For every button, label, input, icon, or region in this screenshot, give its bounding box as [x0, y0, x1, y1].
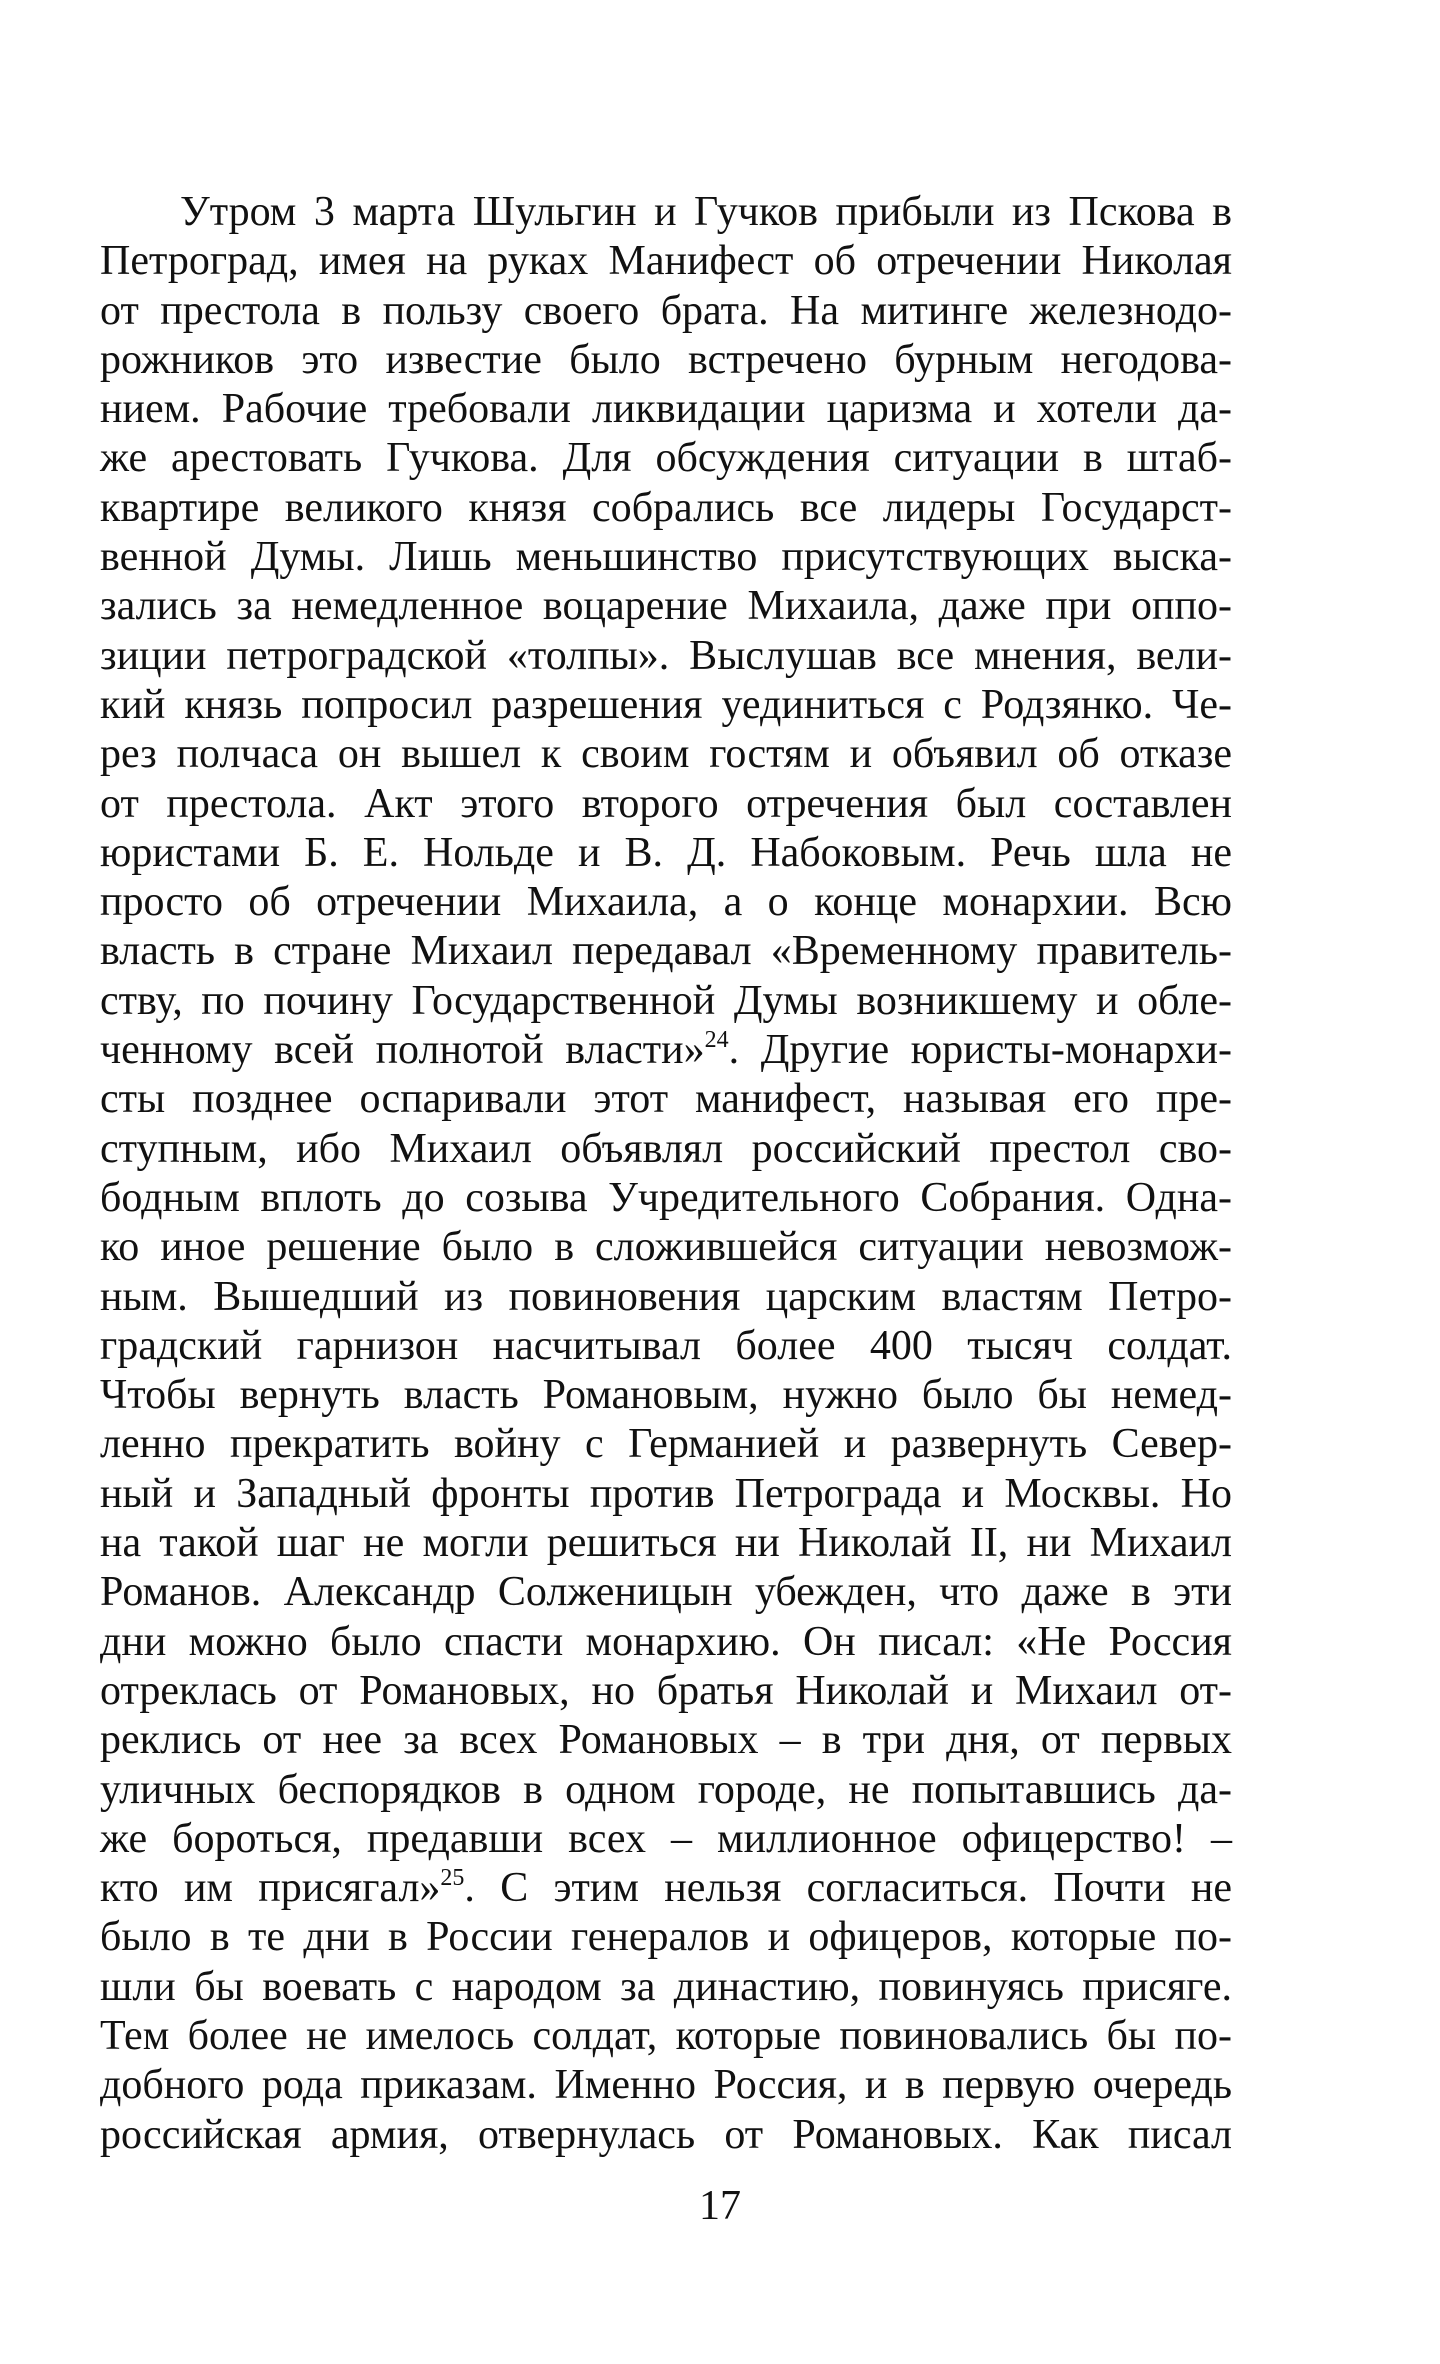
text-line: сты позднее оспаривали этот манифест, называя его пре- [100, 1076, 1232, 1123]
footnote-marker: 25 [440, 1865, 465, 1892]
text-line: ленно прекратить войну с Германией и развернуть Север- [100, 1421, 1232, 1468]
text-line: ным. Вышедший из повиновения царским властям Петро- [100, 1273, 1232, 1320]
text-line: ный и Западный фронты против Петрограда и Москвы. Но [100, 1470, 1232, 1517]
text-line: кий князь попросил разрешения уединиться с Родзянко. Че- [100, 681, 1232, 728]
text-line: юристами Б. Е. Нольде и В. Д. Набоковым. Речь шла не [100, 829, 1232, 876]
text-line: же бороться, предавши всех – миллионное офицерство! – [100, 1815, 1232, 1862]
text-line: просто об отречении Михаила, а о конце монархии. Всю [100, 879, 1232, 926]
page-number: 17 [699, 2183, 741, 2229]
text-line: Романов. Александр Солженицын убежден, что даже в эти [100, 1569, 1232, 1616]
text-line: российская армия, отвернулась от Романовых. Как писал [100, 2111, 1232, 2158]
line-text: кто им присягал» [100, 1865, 441, 1912]
text-line: венной Думы. Лишь меньшинство присутствующих выска- [100, 534, 1232, 581]
body-text [100, 188, 1232, 2160]
text-line: ко иное решение было в сложившейся ситуации невозмож- [100, 1224, 1232, 1271]
text-line: зались за немедленное воцарение Михаила, даже при оппо- [100, 583, 1232, 630]
text-line: от престола в пользу своего брата. На митинге железнодо- [100, 287, 1232, 334]
line-text: ченному всей полнотой власти» [100, 1027, 705, 1074]
text-line: на такой шаг не могли решиться ни Николай II, ни Михаил [100, 1520, 1232, 1567]
text-line: рожников это известие было встречено бурным негодова- [100, 336, 1232, 383]
text-line: ступным, ибо Михаил объявлял российский престол сво- [100, 1125, 1232, 1172]
text-line: добного рода приказам. Именно Россия, и в первую очередь [100, 2062, 1232, 2109]
text-line: было в те дни в России генералов и офицеров, которые по- [100, 1914, 1232, 1961]
text-line: шли бы воевать с народом за династию, повинуясь присяге. [100, 1963, 1232, 2010]
line-text-tail: . С этим нельзя согласиться. Почти не [464, 1865, 1232, 1912]
text-line: градский гарнизон насчитывал более 400 тысяч солдат. [100, 1322, 1232, 1369]
text-line: реклись от нее за всех Романовых – в три дня, от первых [100, 1717, 1232, 1764]
text-line: власть в стране Михаил передавал «Временному правитель- [100, 928, 1232, 975]
text-line: от престола. Акт этого второго отречения был составлен [100, 780, 1232, 827]
text-line-with-footnote [100, 1864, 1232, 1913]
line-text-tail: . Другие юристы-монархи- [728, 1027, 1232, 1074]
text-line: Чтобы вернуть власть Романовым, нужно было бы немед- [100, 1372, 1232, 1419]
text-line: дни можно было спасти монархию. Он писал: «Не Россия [100, 1618, 1232, 1665]
text-line: отреклась от Романовых, но братья Николай и Михаил от- [100, 1667, 1232, 1714]
text-line: Тем более не имелось солдат, которые повиновались бы по- [100, 2012, 1232, 2059]
footnote-marker: 24 [704, 1027, 729, 1054]
text-line: квартире великого князя собрались все лидеры Государст- [100, 484, 1232, 531]
text-line: Петроград, имея на руках Манифест об отречении Николая [100, 238, 1232, 285]
text-line: Утром 3 марта Шульгин и Гучков прибыли из Пскова в [180, 189, 1232, 235]
text-line: рез полчаса он вышел к своим гостям и объявил об отказе [100, 731, 1232, 778]
text-line: зиции петроградской «толпы». Выслушав все мнения, вели- [100, 632, 1232, 679]
text-line: ству, по почину Государственной Думы возникшему и обле- [100, 977, 1232, 1024]
text-line: нием. Рабочие требовали ликвидации царизма и хотели да- [100, 386, 1232, 433]
text-line-with-footnote [100, 1026, 1232, 1075]
text-line: же арестовать Гучкова. Для обсуждения ситуации в штаб- [100, 435, 1232, 482]
text-line: бодным вплоть до созыва Учредительного Собрания. Одна- [100, 1174, 1232, 1221]
text-line: уличных беспорядков в одном городе, не попытавшись да- [100, 1766, 1232, 1813]
